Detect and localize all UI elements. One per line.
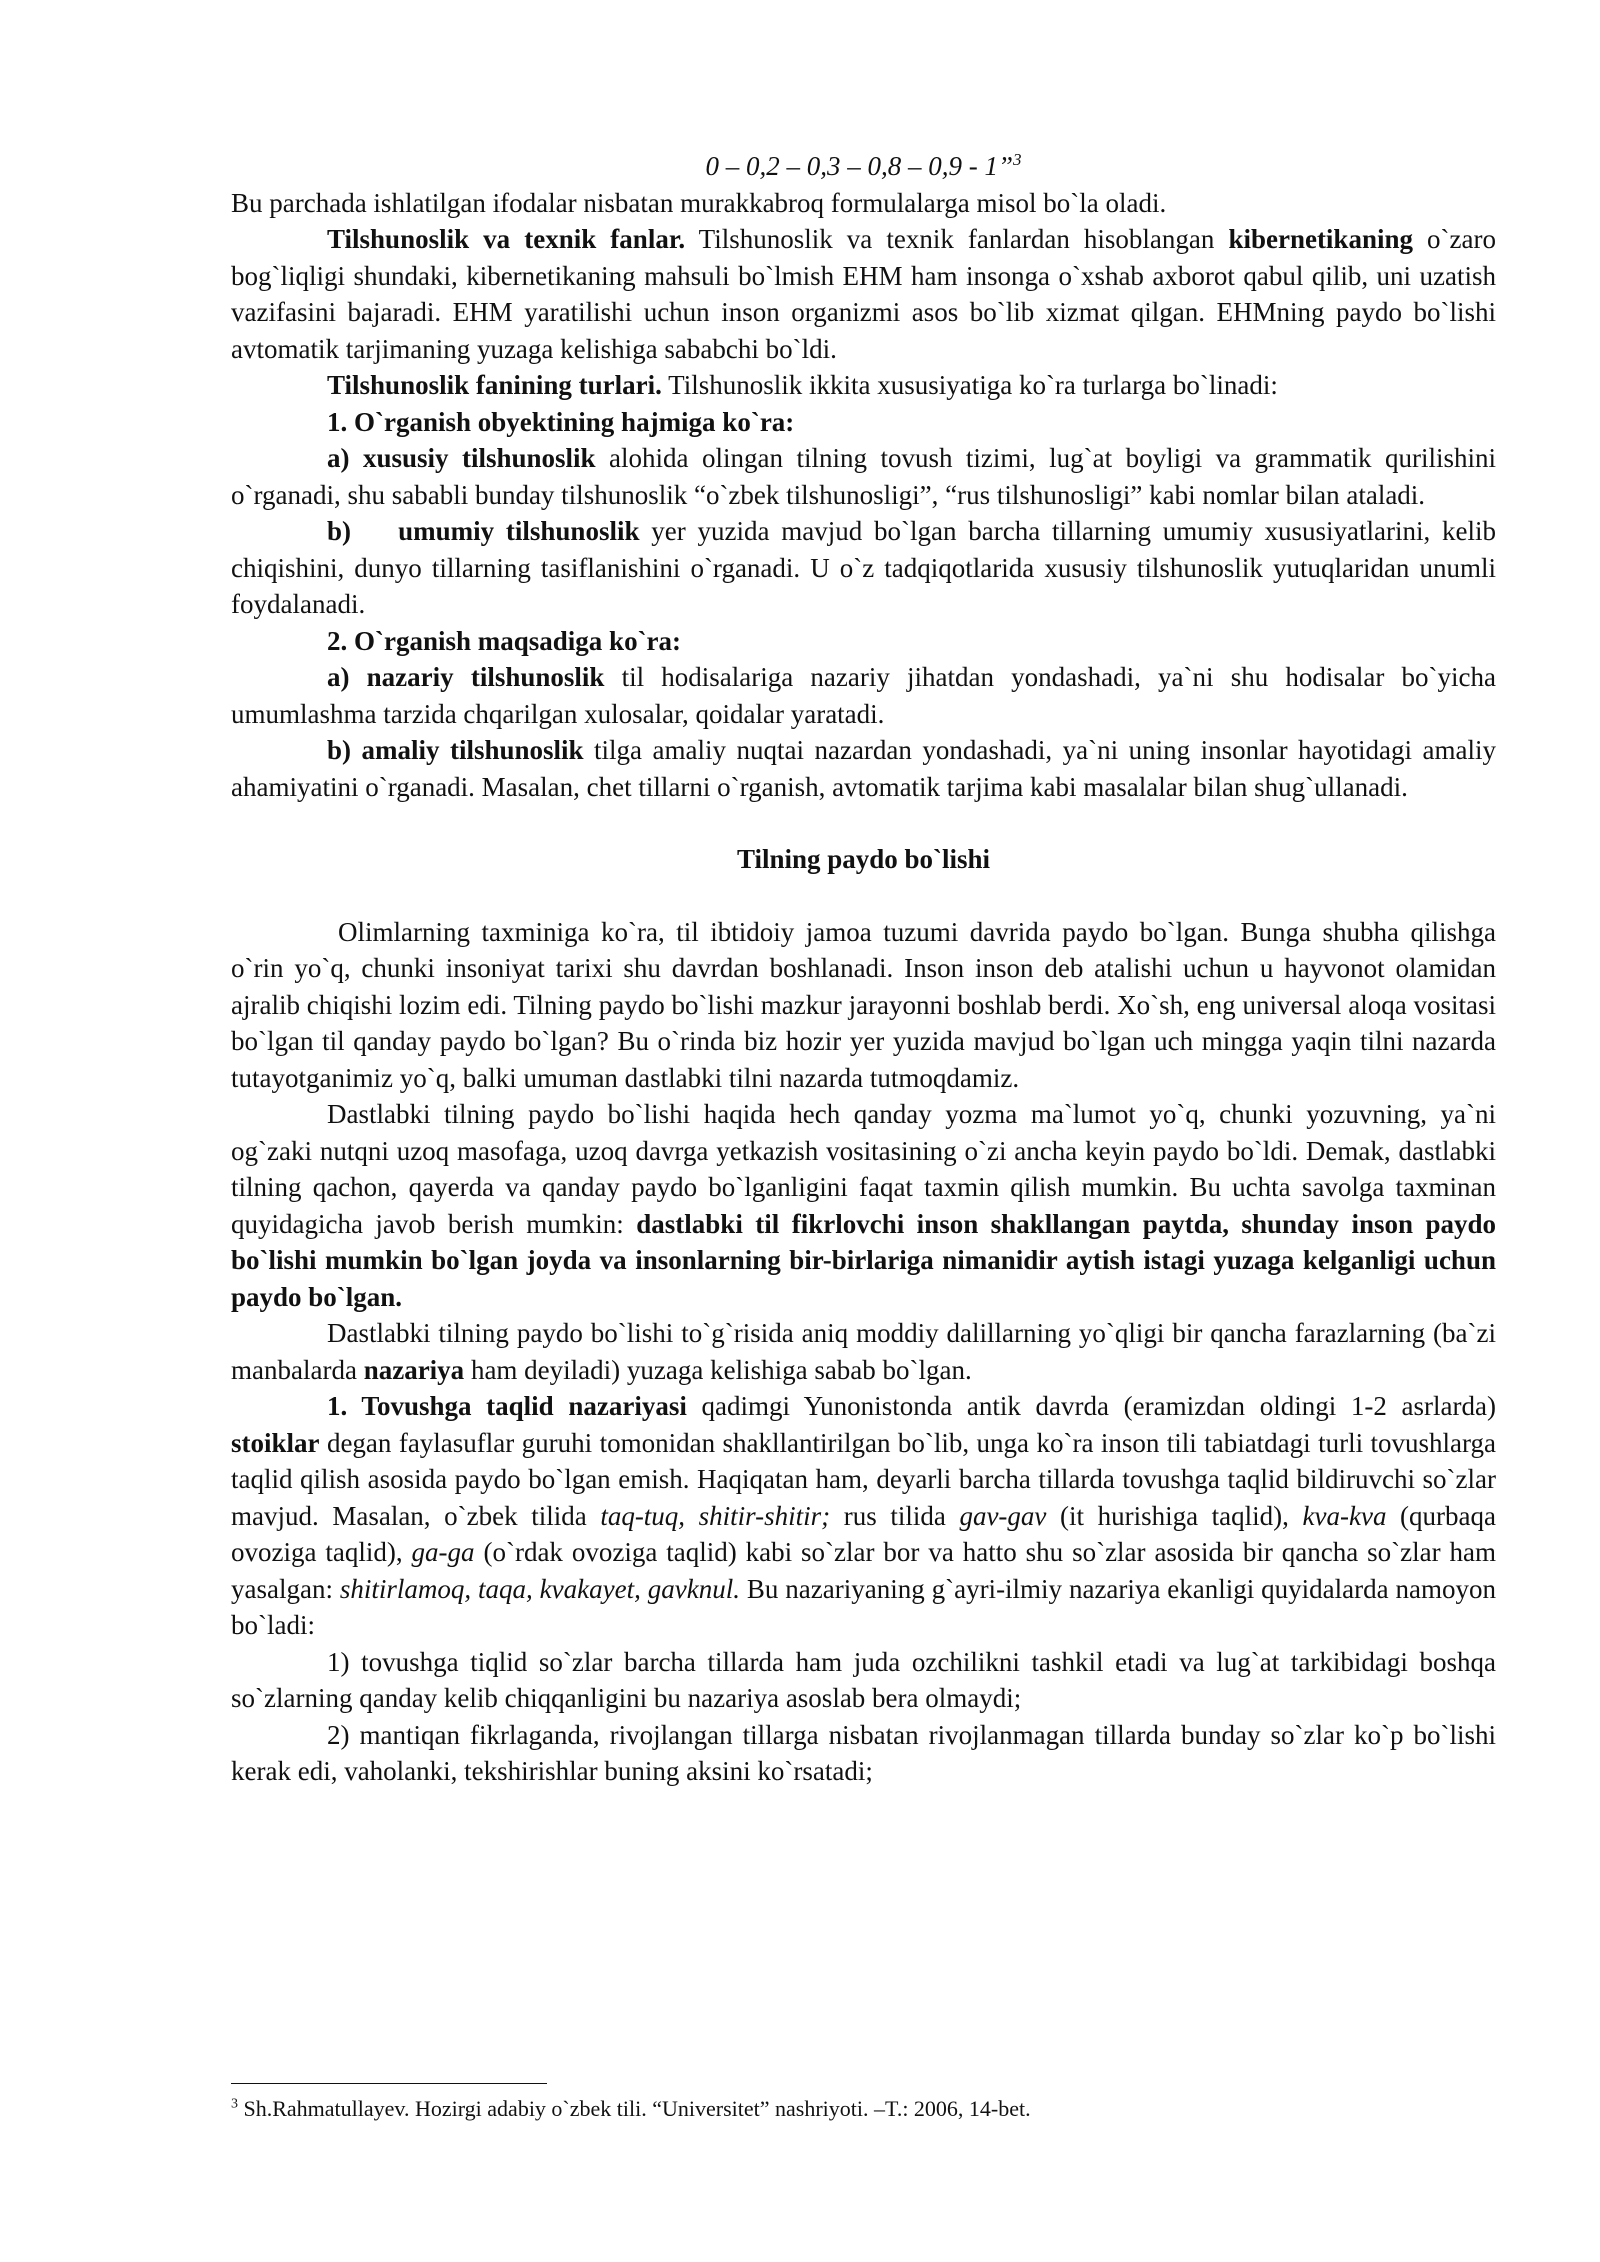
footnote-text: Sh.Rahmatullayev. Hozirgi adabiy o`zbek tili. “Universitet” nashriyoti. –T.: 2006, 14-bet. [238,2096,1031,2121]
types-text: Tilshunoslik ikkita xususiyatiga ko`ra turlarga bo`linadi: [661,370,1278,400]
example-gav-gav: gav-gav [959,1500,1047,1531]
origin-paragraph-2 [231,1096,1496,1315]
types-paragraph [231,367,1496,404]
tech-term: kibernetikaning [1228,224,1413,254]
origin-paragraph-2-text: Dastlabki tilning paydo bo`lishi haqida hech qanday yozma ma`lumot yo`q, chunki yozuvning, ya`ni og`zaki nutqni uzoq masofaga, uzoq davrga yetkazish vositasining o`zi ancha keyin paydo bo`ldi. Demak, dastlabki tilning qachon, qayerda va qanday paydo bo`lganligini faqat taxmin qilish mumkin. Bu uchta savolga taxminan quyidagicha javob berish mumkin: [231,1099,1496,1239]
origin-paragraph-1: Olimlarning taxminiga ko`ra, til ibtidoiy jamoa tuzumi davrida paydo bo`lgan. Bunga shubha qilishga o`rin yo`q, chunki insoniyat tarixi shu davrdan boshlanadi. Inson inson deb atalishi uchun u hayvonot olamidan ajralib chiqishi lozim edi. Tilning paydo bo`lishi mazkur jarayonni boshlab berdi. Xo`sh, eng universal aloqa vositasi bo`lgan til qanday paydo bo`lgan? Bu o`rinda biz hozir yer yuzida mavjud bo`lgan uch mingga yaqin tilni nazarda tutayotganimiz yo`q, balki umuman dastlabki tilni nazarda tutmoqdamiz. [231,916,1496,1093]
footnote-ref: 3 [1013,150,1022,169]
theory-text-6: (o`rdak ovoziga taqlid) kabi so`zlar bor va hatto shu so`zlar asosida bir qancha so`zlar ham yasalgan: [231,1537,1496,1604]
example-ga-ga: ga-ga [411,1537,475,1567]
footnote-separator [231,2083,547,2084]
onomatopoeia-theory-lead: 1. Tovushga taqlid nazariyasi [327,1391,687,1421]
theoretical-linguistics-text: til hodisalariga nazariy jihatdan yondashadi, ya`ni shu hodisalar bo`yicha umumlashma tarzida chqarilgan xulosalar, qoidalar yaratadi. [231,662,1496,729]
purpose-subheading-text: 2. O`rganish maqsadiga ko`ra: [327,625,682,656]
origin-paragraph-3 [231,1315,1496,1388]
tech-lead: Tilshunoslik va texnik fanlar. [327,224,686,254]
footnote [231,2094,1496,2124]
general-linguistics-lead: b) umumiy tilshunoslik [327,516,640,546]
theory-text-1: qadimgi Yunonistonda antik davrda (eramizdan oldingi 1-2 asrlarda) [686,1391,1496,1421]
formula-line [231,148,1496,185]
scope-subheading-text: 1. O`rganish obyektining hajmiga ko`ra: [327,406,795,437]
private-linguistics-paragraph [231,440,1496,513]
origin-paragraph-3-text-2: ham deyiladi) yuzaga kelishiga sabab bo`lgan. [464,1354,972,1385]
example-kva-kva: kva-kva [1302,1500,1387,1531]
footnote-mark: 3 [231,2096,238,2112]
example-derived-words: shitirlamoq, taqa, kvakayet, gavknul. [339,1573,740,1604]
types-lead: Tilshunoslik fanining turlari. [327,370,662,400]
theory-text-4: (it hurishiga taqlid), [1046,1500,1303,1531]
section-heading: Tilning paydo bo`lishi [736,844,991,874]
general-linguistics-text: yer yuzida mavjud bo`lgan barcha tillarning umumiy xususiyatlarini, kelib chiqishini, dunyo tillarning tasiflanishini o`rganadi. U o`z tadqiqotlarida xususiy tilshunoslik yutuqlaridan unumli foydalanadi. [231,516,1496,619]
tech-paragraph [231,221,1496,367]
theory-text-7: Bu nazariyaning g`ayri-ilmiy nazariya ekanligi quyidalarda namoyon bo`ladi: [231,1573,1496,1640]
theory-text-5: (qurbaqa ovoziga taqlid), [231,1500,1497,1567]
purpose-subheading [231,623,1496,660]
private-linguistics-lead: a) xususiy tilshunoslik [327,443,596,473]
origin-paragraph-2-bold: dastlabki til fikrlovchi inson shakllangan paytda, shunday inson paydo bo`lishi mumkin bo`lgan joyda va insonlarning bir-birlariga nimanidir aytish istagi yuzaga kelganligi uchun paydo bo`lgan. [231,1208,1496,1312]
origin-paragraph-3-text-1: Dastlabki tilning paydo bo`lishi to`g`risida aniq moddiy dalillarning yo`qligi bir qancha farazlarning (ba`zi manbalarda [231,1318,1496,1385]
theory-term-stoics: stoiklar [231,1427,320,1458]
list-item-1: 1) tovushga tiqlid so`zlar barcha tillarda ham juda ozchilikni tashkil etadi va lug`at tarkibidagi boshqa so`zlarning qanday kelib chiqqanligini bu nazariya asoslab bera olmaydi; [231,1646,1496,1713]
tech-text-2: o`zaro bog`liqligi shundaki, kibernetikaning mahsuli bo`lmish EHM ham insonga o`xshab axborot qabul qilib, uni uzatish vazifasini bajaradi. EHM yaratilishi uchun inson organizmi asos bo`lib xizmat qilgan. EHMning paydo bo`lishi avtomatik tarjimaning yuzaga kelishiga sababchi bo`ldi. [231,224,1496,364]
list-item-2: 2) mantiqan fikrlaganda, rivojlangan tillarga nisbatan rivojlanmagan tillarda bunday so`zlar ko`p bo`lishi kerak edi, vaholanki, tekshirishlar buning aksini ko`rsatadi; [231,1719,1496,1786]
theory-text-2: degan faylasuflar guruhi tomonidan shakllantirilgan bo`lib, unga ko`ra inson tili tabiatdagi turli tovushlarga taqlid qilish asosida paydo bo`lgan emish. Haqiqatan ham, deyarli barcha tillarda tovushga taqlid bildiruvchi so`zlar mavjud. Masalan, o`zbek tilida [231,1427,1496,1531]
applied-linguistics-lead: b) amaliy tilshunoslik [327,735,584,765]
applied-linguistics-paragraph [231,732,1496,805]
origin-paragraph-3-term: nazariya [363,1354,465,1385]
example-uzbek: taq-tuq, shitir-shitir; [600,1500,831,1531]
intro-paragraph: Bu parchada ishlatilgan ifodalar nisbatan murakkabroq formulalarga misol bo`la oladi. [231,187,1167,218]
theoretical-linguistics-paragraph [231,659,1496,732]
onomatopoeia-theory-paragraph [231,1388,1496,1644]
applied-linguistics-text: tilga amaliy nuqtai nazardan yondashadi, ya`ni uning insonlar hayotidagi amaliy ahamiyatini o`rganadi. Masalan, chet tillarni o`rganish, avtomatik tarjima kabi masalalar bilan shug`ullanadi. [231,735,1496,802]
tech-text-1: Tilshunoslik va texnik fanlardan hisoblangan [685,224,1229,254]
formula-text: 0 – 0,2 – 0,3 – 0,8 – 0,9 - 1” [705,151,1013,181]
scope-subheading [231,404,1496,441]
general-linguistics-paragraph [231,513,1496,623]
theoretical-linguistics-lead: a) nazariy tilshunoslik [327,662,605,692]
page-body [231,148,1496,1790]
private-linguistics-text: alohida olingan tilning tovush tizimi, lug`at boyligi va grammatik qurilishini o`rganadi, shu sababli bunday tilshunoslik “o`zbek tilshunosligi”, “rus tilshunosligi” kabi nomlar bilan ataladi. [231,443,1496,510]
theory-text-3: rus tilida [830,1500,960,1531]
